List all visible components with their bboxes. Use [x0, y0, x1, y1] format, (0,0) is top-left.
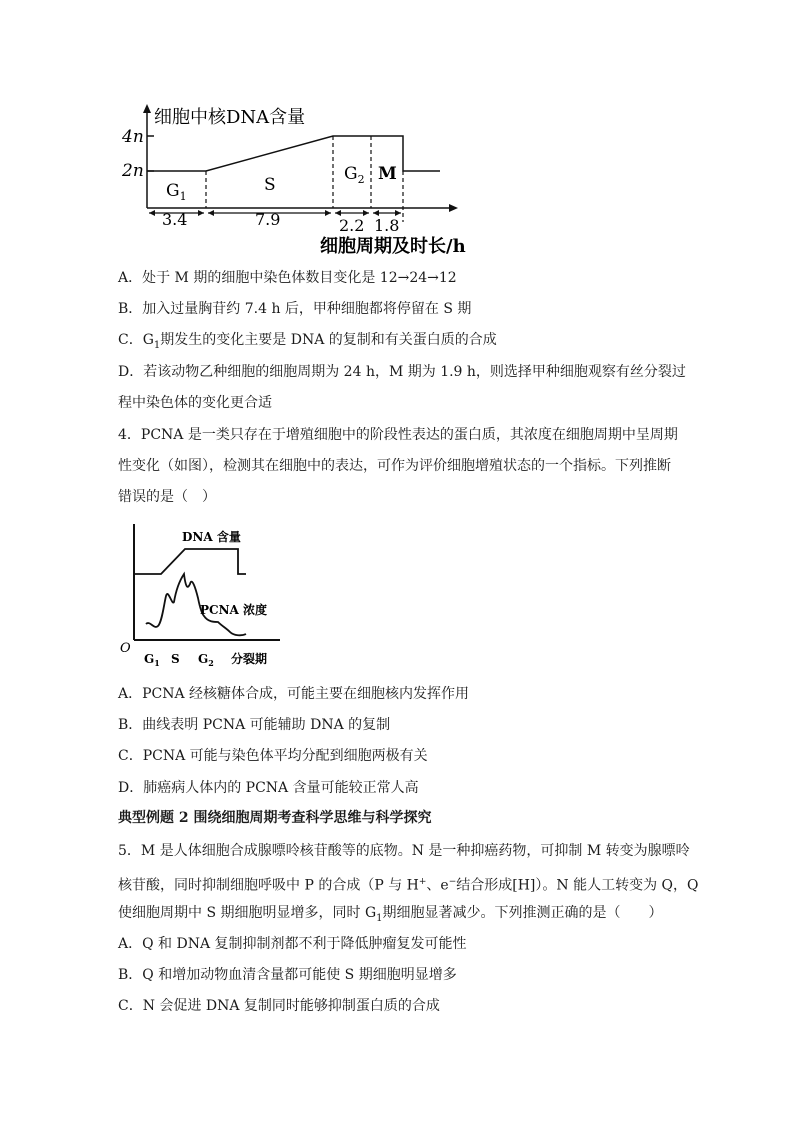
phase-label-s: S — [264, 175, 276, 195]
x-label-g2: $G_2$ — [198, 652, 214, 668]
dna-cell-cycle-figure — [118, 100, 478, 260]
q4-stem-line1: 4．PCNA 是一类只存在于增殖细胞中的阶段性表达的蛋白质，其浓度在细胞周期中呈周期 — [118, 427, 678, 443]
x-axis-title: 细胞周期及时长/h — [320, 236, 466, 257]
q4-stem-line3: 错误的是（ ） — [118, 489, 216, 505]
dna-content-curve — [134, 549, 246, 574]
duration-g1: 3.4 — [162, 210, 188, 229]
section-heading: 典型例题 2 围绕细胞周期考查科学思维与科学探究 — [118, 810, 432, 826]
q5-option-c: C．N 会促进 DNA 复制同时能够抑制蛋白质的合成 — [118, 998, 440, 1014]
y-tick-4n: 4n — [122, 127, 144, 147]
q4-option-d: D．肺癌病人体内的 PCNA 含量可能较正常人高 — [118, 780, 419, 796]
q4-stem-line2: 性变化（如图），检测其在细胞中的表达，可作为评价细胞增殖状态的一个指标。下列推断 — [118, 458, 671, 474]
pcna-label: PCNA 浓度 — [200, 603, 268, 617]
duration-s: 7.9 — [255, 210, 281, 229]
q3-option-b: B．加入过量胸苷约 7.4 h 后，甲种细胞都将停留在 S 期 — [118, 301, 472, 317]
phase-label-m: M — [378, 164, 397, 184]
q3-option-c: C．$G_1$期发生的变化主要是 DNA 的复制和有关蛋白质的合成 — [118, 332, 497, 351]
q5-stem-line3: 使细胞周期中 S 期细胞明显增多，同时 $G_1$期细胞显著减少。下列推测正确的是（ ） — [118, 905, 663, 924]
q3-option-a: A．处于 M 期的细胞中染色体数目变化是 12→24→12 — [118, 270, 457, 286]
q4-option-a: A．PCNA 经核糖体合成，可能主要在细胞核内发挥作用 — [118, 686, 470, 702]
q5-stem-line2: 核苷酸，同时抑制细胞呼吸中 P 的合成（P 与 H+、e−结合形成[H]）。N 能人工转变为 Q，Q — [118, 877, 699, 894]
phase-label-g1: $G_1$ — [166, 181, 187, 203]
y-axis-arrow — [143, 104, 151, 113]
duration-m: 1.8 — [374, 216, 400, 235]
q3-option-d-line2: 程中染色体的变化更合适 — [118, 395, 272, 411]
q5-option-a: A．Q 和 DNA 复制抑制剂都不利于降低肿瘤复发可能性 — [118, 936, 467, 952]
q4-option-b: B．曲线表明 PCNA 可能辅助 DNA 的复制 — [118, 717, 391, 733]
x-axis-title: 分裂期 — [231, 652, 268, 666]
x-label-s: S — [171, 652, 180, 666]
y-axis-title: 细胞中核DNA含量 — [154, 107, 306, 128]
x-label-g1: $G_1$ — [144, 652, 160, 668]
origin-label: O — [120, 641, 131, 656]
q3-option-d-line1: D．若该动物乙种细胞的细胞周期为 24 h，M 期为 1.9 h，则选择甲种细胞观察有丝分裂过 — [118, 364, 686, 380]
q5-option-b: B．Q 和增加动物血清含量都可能使 S 期细胞明显增多 — [118, 967, 457, 983]
dna-content-label: DNA 含量 — [182, 530, 241, 544]
q5-stem-line1: 5．M 是人体细胞合成腺嘌呤核苷酸等的底物。N 是一种抑癌药物，可抑制 M 转变为腺嘌呤 — [118, 843, 690, 859]
pcna-figure — [118, 518, 293, 670]
x-axis-arrow — [449, 204, 458, 212]
duration-g2: 2.2 — [339, 216, 365, 235]
y-tick-2n: 2n — [122, 161, 144, 181]
phase-label-g2: $G_2$ — [344, 164, 365, 186]
q4-option-c: C．PCNA 可能与染色体平均分配到细胞两极有关 — [118, 748, 428, 764]
